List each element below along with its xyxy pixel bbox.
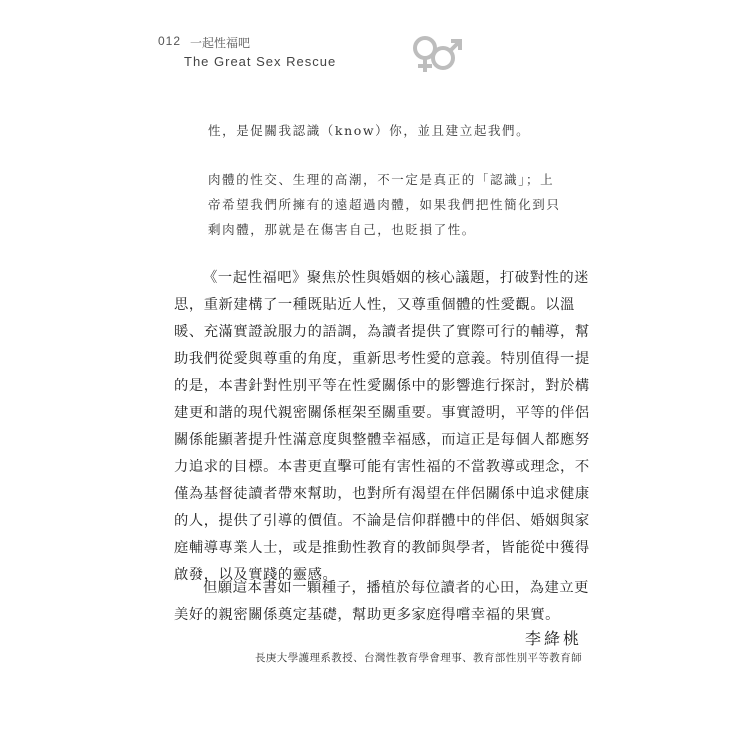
body-text-line: 但願這本書如一顆種子，播植於每位讀者的心田，為建立更 — [203, 580, 590, 596]
author-title: 長庚大學護理系教授、台灣性教育學會理事、教育部性別平等教育師 — [255, 652, 582, 664]
body-text-line: 啟發，以及實踐的靈感。 — [174, 567, 338, 583]
quote-line: 性，是促關我認識（know）你，並且建立起我們。 — [208, 123, 531, 138]
book-title-chinese: 一起性福吧 — [190, 36, 251, 50]
book-title-english: The Great Sex Rescue — [184, 54, 337, 69]
body-text-line: 庭輔導專業人士，或是推動性教育的教師與學者，皆能從中獲得 — [174, 540, 590, 556]
body-text-line: 僅為基督徒讀者帶來幫助，也對所有渴望在伴侶關係中追求健康 — [174, 486, 590, 502]
page-number: 012 — [158, 34, 182, 48]
body-text-line: 思，重新建構了一種既貼近人性，又尊重個體的性愛觀。以溫 — [174, 297, 575, 313]
body-text-line: 美好的親密關係奠定基礎，幫助更多家庭得嚐幸福的果實。 — [174, 607, 561, 623]
author-name: 李絳桃 — [524, 629, 582, 648]
body-text-line: 暖、充滿實證說服力的語調，為讀者提供了實際可行的輔導，幫 — [174, 324, 590, 340]
body-text-line: 《一起性福吧》聚焦於性與婚姻的核心議題，打破對性的迷 — [203, 270, 590, 286]
running-header — [158, 34, 458, 74]
body-text-line: 建更和諧的現代親密關係框架至關重要。事實證明，平等的伴侶 — [174, 405, 590, 421]
body-text-line: 的人，提供了引導的價值。不論是信仰群體中的伴侶、婚姻與家 — [174, 513, 590, 529]
gender-symbols-icon — [407, 34, 467, 78]
body-text-line: 力追求的目標。本書更直擊可能有害性福的不當教導或理念，不 — [174, 459, 590, 475]
body-text-line: 助我們從愛與尊重的角度，重新思考性愛的意義。特別值得一提 — [174, 351, 590, 367]
body-text-line: 關係能顯著提升性滿意度與整體幸福感，而這正是每個人都應努 — [174, 432, 590, 448]
quote-line: 剩肉體，那就是在傷害自己，也貶損了性。 — [208, 222, 476, 237]
quote-line: 帝希望我們所擁有的遠超過肉體，如果我們把性簡化到只 — [208, 197, 561, 212]
quote-line: 肉體的性交、生理的高潮，不一定是真正的「認識」；上 — [208, 172, 555, 187]
body-text-line: 的是，本書針對性別平等在性愛關係中的影響進行探討，對於構 — [174, 378, 590, 394]
